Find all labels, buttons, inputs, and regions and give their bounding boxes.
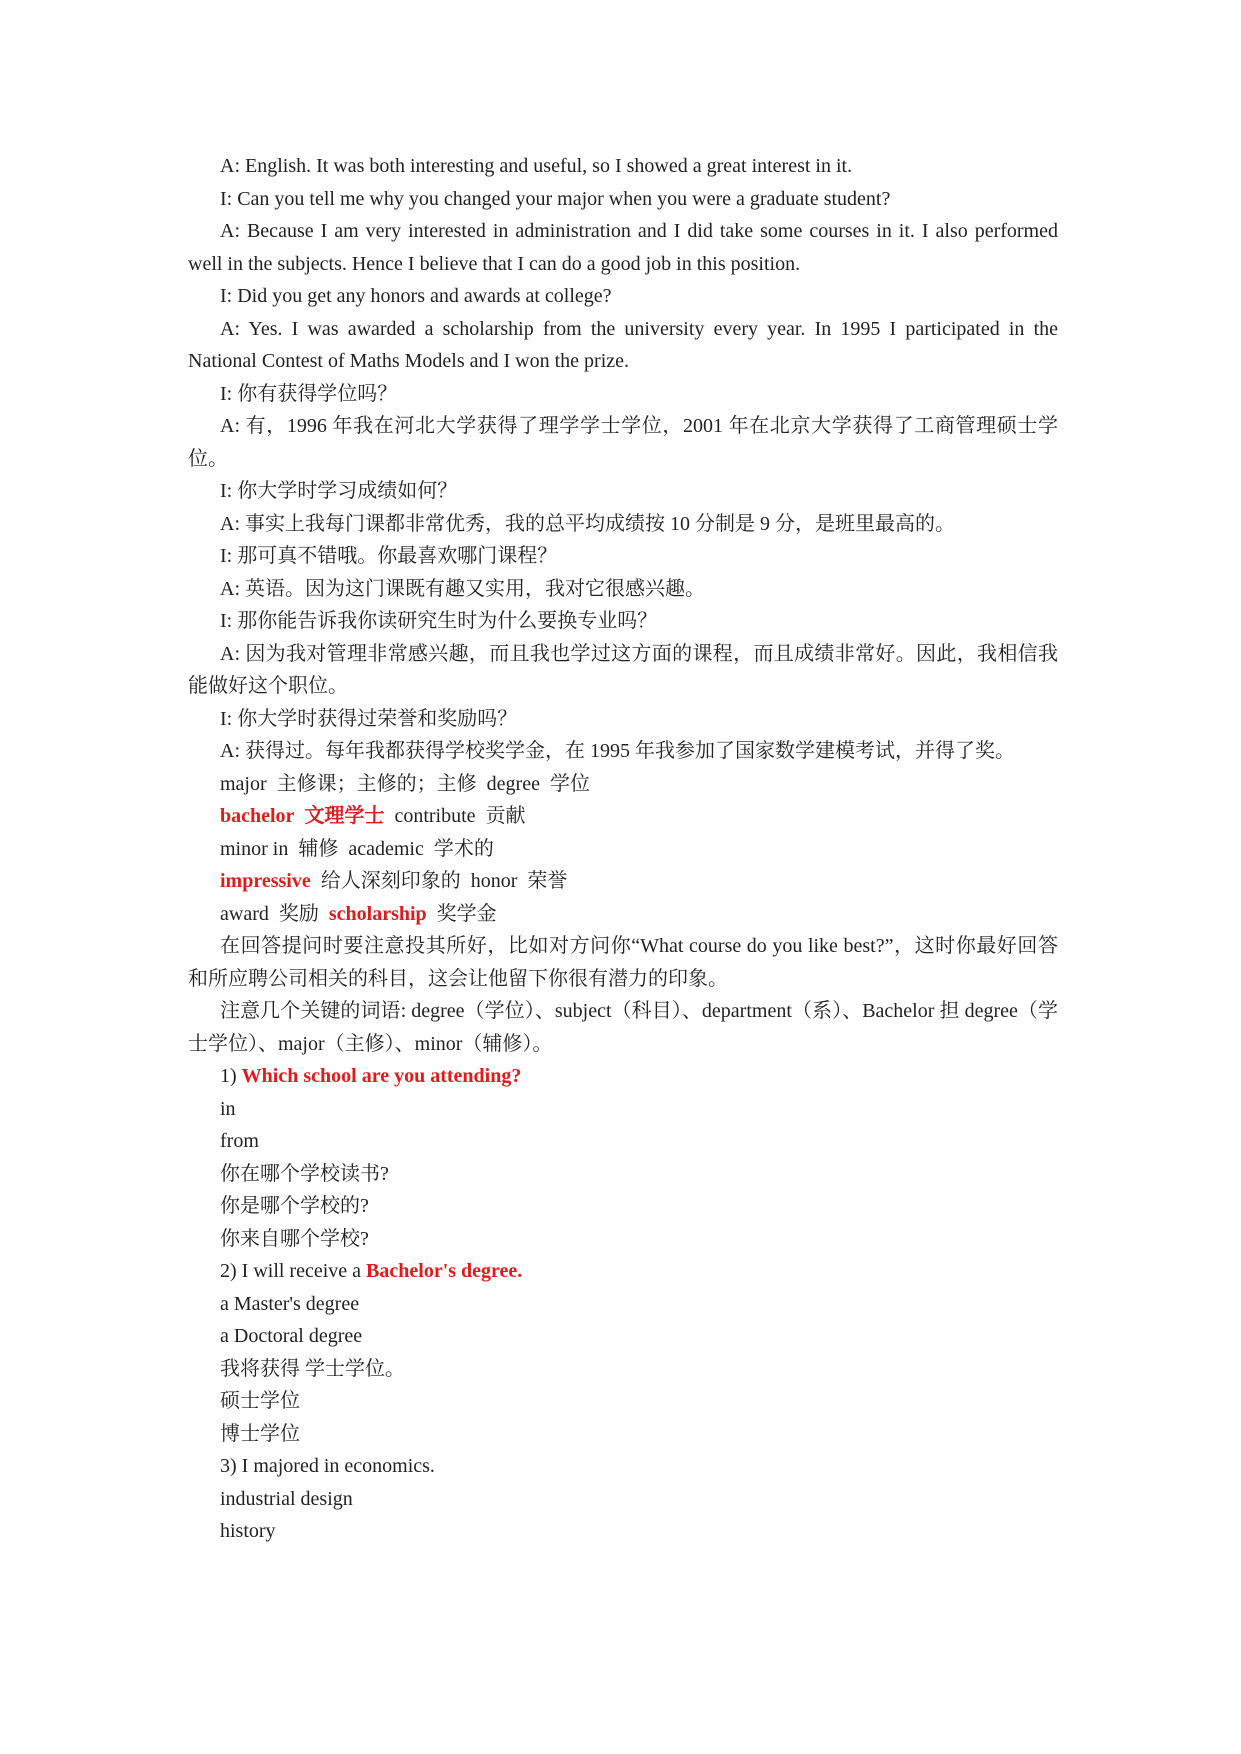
dialogue-line: I: Did you get any honors and awards at college?: [220, 285, 612, 307]
dialogue-line: I: 你有获得学位吗？: [220, 382, 398, 405]
vocab-meaning: 奖励: [278, 902, 319, 925]
dialogue-line: I: 那你能告诉我你读研究生时为什么要换专业吗？: [220, 610, 658, 632]
vocab-word: academic: [348, 837, 424, 860]
pattern-alternative: 你在哪个学校读书?: [220, 1162, 389, 1185]
vocab-row: [188, 800, 1058, 833]
vocab-meaning: 学术的: [433, 837, 494, 860]
vocab-word: minor in: [220, 837, 289, 860]
pattern-key-highlight: Bachelor's degree.: [366, 1260, 523, 1282]
pattern-alternative: a Doctoral degree: [220, 1325, 363, 1347]
pattern-alternative: in: [220, 1097, 236, 1120]
vocab-word-highlight: impressive: [220, 870, 311, 892]
vocab-row: [188, 865, 1058, 898]
vocab-row: [188, 833, 1058, 866]
dialogue-line: A: 事实上我每门课都非常优秀，我的总平均成绩按 10 分制是 9 分，是班里最高的。: [220, 512, 955, 535]
vocab-meaning: 荣誉: [527, 870, 568, 892]
vocab-meaning-highlight: 文理学士: [304, 805, 385, 827]
pattern-alternative: 我将获得 学士学位。: [220, 1357, 405, 1380]
pattern-alternative: from: [220, 1130, 259, 1152]
vocab-word: award: [220, 902, 269, 925]
vocab-meaning: 奖学金: [436, 902, 497, 925]
document-page: [188, 150, 1058, 1548]
dialogue-line: A: English. It was both interesting and useful, so I showed a great interest in it.: [220, 155, 853, 177]
dialogue-line: I: 那可真不错哦。你最喜欢哪门课程？: [220, 545, 558, 567]
vocab-word-highlight: bachelor: [220, 805, 295, 827]
pattern-heading: [188, 1060, 1058, 1093]
pattern-alternative: history: [220, 1520, 276, 1542]
pattern-alternative: 你是哪个学校的?: [220, 1195, 369, 1217]
tip-paragraph: 在回答提问时要注意投其所好，比如对方问你“What course do you like best?”，这时你最好回答和所应聘公司相关的科目，这会让他留下你很有潜力的印象。: [188, 935, 1058, 990]
vocab-row: [188, 768, 1058, 801]
pattern-sentence-highlight: Which school are you attending?: [241, 1065, 522, 1087]
dialogue-line: A: 有，1996 年我在河北大学获得了理学学士学位，2001 年在北京大学获得了工商管理硕士学位。: [188, 415, 1058, 470]
vocab-word: honor: [470, 870, 518, 892]
pattern-alternative: 博士学位: [220, 1422, 300, 1445]
pattern-number: 1): [220, 1065, 237, 1087]
dialogue-line: A: 因为我对管理非常感兴趣，而且我也学过这方面的课程，而且成绩非常好。因此，我相信我能做好这个职位。: [188, 642, 1058, 697]
vocab-word: major: [220, 772, 267, 795]
vocab-row: [188, 898, 1058, 931]
pattern-sentence: 2) I will receive a: [220, 1260, 362, 1282]
pattern-alternative: industrial design: [220, 1487, 353, 1510]
pattern-heading: 3) I majored in economics.: [220, 1455, 435, 1477]
dialogue-line: I: 你大学时学习成绩如何？: [220, 480, 458, 502]
vocab-word-highlight: scholarship: [328, 902, 427, 925]
vocab-meaning: 给人深刻印象的: [320, 870, 461, 892]
vocab-word: degree: [486, 772, 540, 795]
pattern-heading: [188, 1255, 1058, 1288]
vocab-meaning: 主修课；主修的；主修: [276, 772, 477, 795]
dialogue-line: A: Because I am very interested in administration and I did take some courses in it. I also performed well in the subjects. Hence I believe that I can do a good job in this position.: [188, 220, 1058, 275]
tip-paragraph: 注意几个关键的词语: degree（学位）、subject（科目）、department（系）、Bachelor 担 degree（学士学位）、major（主修）、minor（辅修）。: [188, 1000, 1058, 1055]
dialogue-line: I: Can you tell me why you changed your major when you were a graduate student?: [220, 187, 891, 210]
dialogue-line: A: 获得过。每年我都获得学校奖学金，在 1995 年我参加了国家数学建模考试，并得了奖。: [220, 740, 1015, 762]
dialogue-line: I: 你大学时获得过荣誉和奖励吗？: [220, 707, 518, 730]
vocab-word: contribute: [394, 805, 476, 827]
pattern-alternative: a Master's degree: [220, 1292, 360, 1315]
pattern-alternative: 你来自哪个学校?: [220, 1227, 369, 1250]
vocab-meaning: 学位: [549, 772, 590, 795]
dialogue-line: A: Yes. I was awarded a scholarship from the university every year. In 1995 I participated in the National Contest of Maths Models and I won the prize.: [188, 317, 1058, 372]
pattern-alternative: 硕士学位: [220, 1390, 300, 1412]
vocab-meaning: 辅修: [298, 837, 339, 860]
vocab-meaning: 贡献: [485, 805, 526, 827]
dialogue-line: A: 英语。因为这门课既有趣又实用，我对它很感兴趣。: [220, 577, 705, 600]
